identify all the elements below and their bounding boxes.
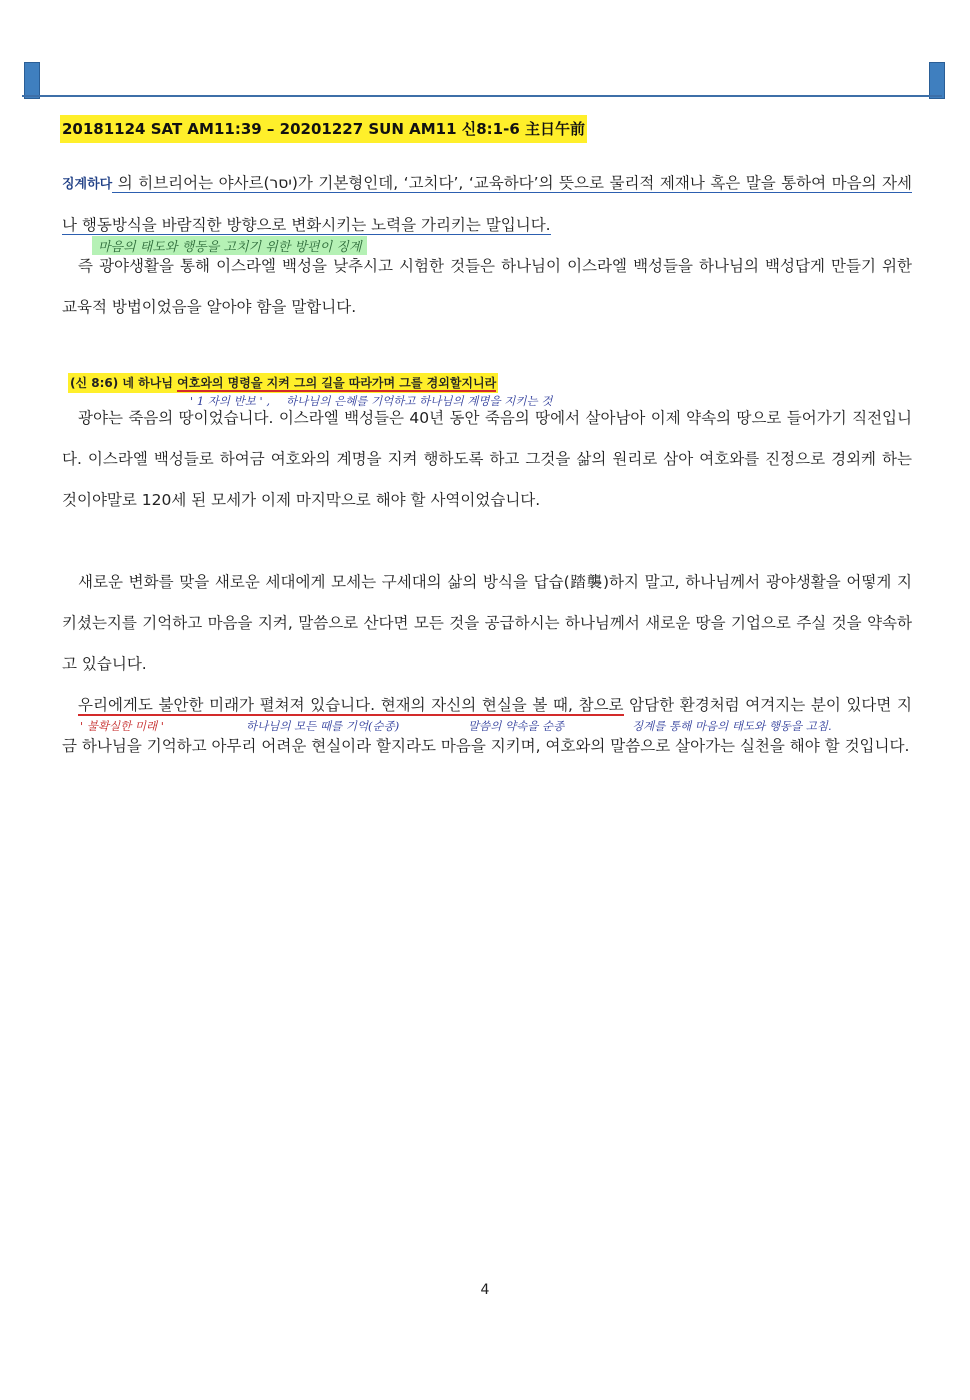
header-rule — [22, 95, 942, 97]
handwritten-note-blue-a: ' 1 자의 반보 ' , — [190, 394, 271, 408]
header-tab-right — [929, 62, 945, 99]
keyword: 징계하다 — [62, 177, 113, 192]
handwritten-note-blue-d: 말씀의 약속을 순종 — [468, 719, 565, 733]
page-title: 20181124 SAT AM11:39 – 20201227 SUN AM11 신8:1-6 主日午前 — [60, 115, 587, 143]
verse-underlined: 여호와의 명령을 지켜 그의 길을 따라가며 그를 경외할지니라 — [177, 376, 497, 390]
paragraph-definition — [62, 163, 912, 246]
handwritten-note-blue-b: 하나님의 은혜를 기억하고 하나님의 계명을 지키는 것 — [286, 394, 553, 408]
page-number: 4 — [480, 1282, 490, 1298]
handwritten-note-green: 마음의 태도와 행동을 고치기 위한 방편이 징계 — [92, 236, 367, 255]
handwritten-note-blue-c: 하나님의 모든 때를 기억(순종) — [246, 719, 400, 733]
application-underlined: 우리에게도 불안한 미래가 펼쳐져 있습니다. 현재의 자신의 현실을 볼 때, 참으로 — [78, 696, 624, 714]
paragraph-wilderness-death: 광야는 죽음의 땅이었습니다. 이스라엘 백성들은 40년 동안 죽음의 땅에서 살아남아 이제 약속의 땅으로 들어가기 직전입니다. 이스라엘 백성들로 하여금 여호와의 계명을 지켜 행하도록 하고 그것을 삶의 원리로 삼아 여호와를 진정으로 경외케 하는 것이야말로 120세 된 모세가 이제 마지막으로 해야 할 사역이었습니다. — [62, 409, 912, 509]
verse-reference: (신 8:6) 네 하나님 여호와의 명령을 지켜 그의 길을 따라가며 그를 경외할지니라 — [68, 373, 498, 393]
header-tab-left — [24, 62, 40, 99]
paragraph-application: 우리에게도 불안한 미래가 펼쳐져 있습니다. 현재의 자신의 현실을 볼 때, 참으로 암담한 환경처럼 여겨지는 분이 있다면 지금 하나님을 기억하고 아무리 어려운 현실이라 할지라도 마음을 지키며, 여호와의 말씀으로 살아가는 실천을 해야 할 것입니다. — [62, 696, 912, 755]
paragraph-wilderness-purpose: 즉 광야생활을 통해 이스라엘 백성을 낮추시고 시험한 것들은 하나님이 이스라엘 백성들을 하나님의 백성답게 만들기 위한 교육적 방법이었음을 알아야 함을 말합니다. — [62, 257, 912, 316]
definition-text-a: 의 히브리어는 야사르(יסר)가 기본형인데, ‘고치다’, ‘교육하다’의 뜻으로 물리적 제재나 혹은 말을 통하여 마음의 자세나 행동방식을 바람직한 방향으로 변화시키는 노력을 가리키는 말입니다. — [62, 174, 912, 234]
hebrew-word: יסר — [269, 174, 292, 192]
handwritten-note-blue-e: 징계를 통해 마음의 태도와 행동을 고침. — [632, 719, 832, 733]
paragraph-new-generation: 새로운 변화를 맞을 새로운 세대에게 모세는 구세대의 삶의 방식을 답습(踏襲)하지 말고, 하나님께서 광야생활을 어떻게 지키셨는지를 기억하고 마음을 지켜, 말씀으로 산다면 모든 것을 공급하시는 하나님께서 새로운 땅을 기업으로 주실 것을 약속하고 있습니다. — [62, 573, 912, 673]
handwritten-note-red-a: ' 불확실한 미래 ' — [80, 719, 164, 733]
